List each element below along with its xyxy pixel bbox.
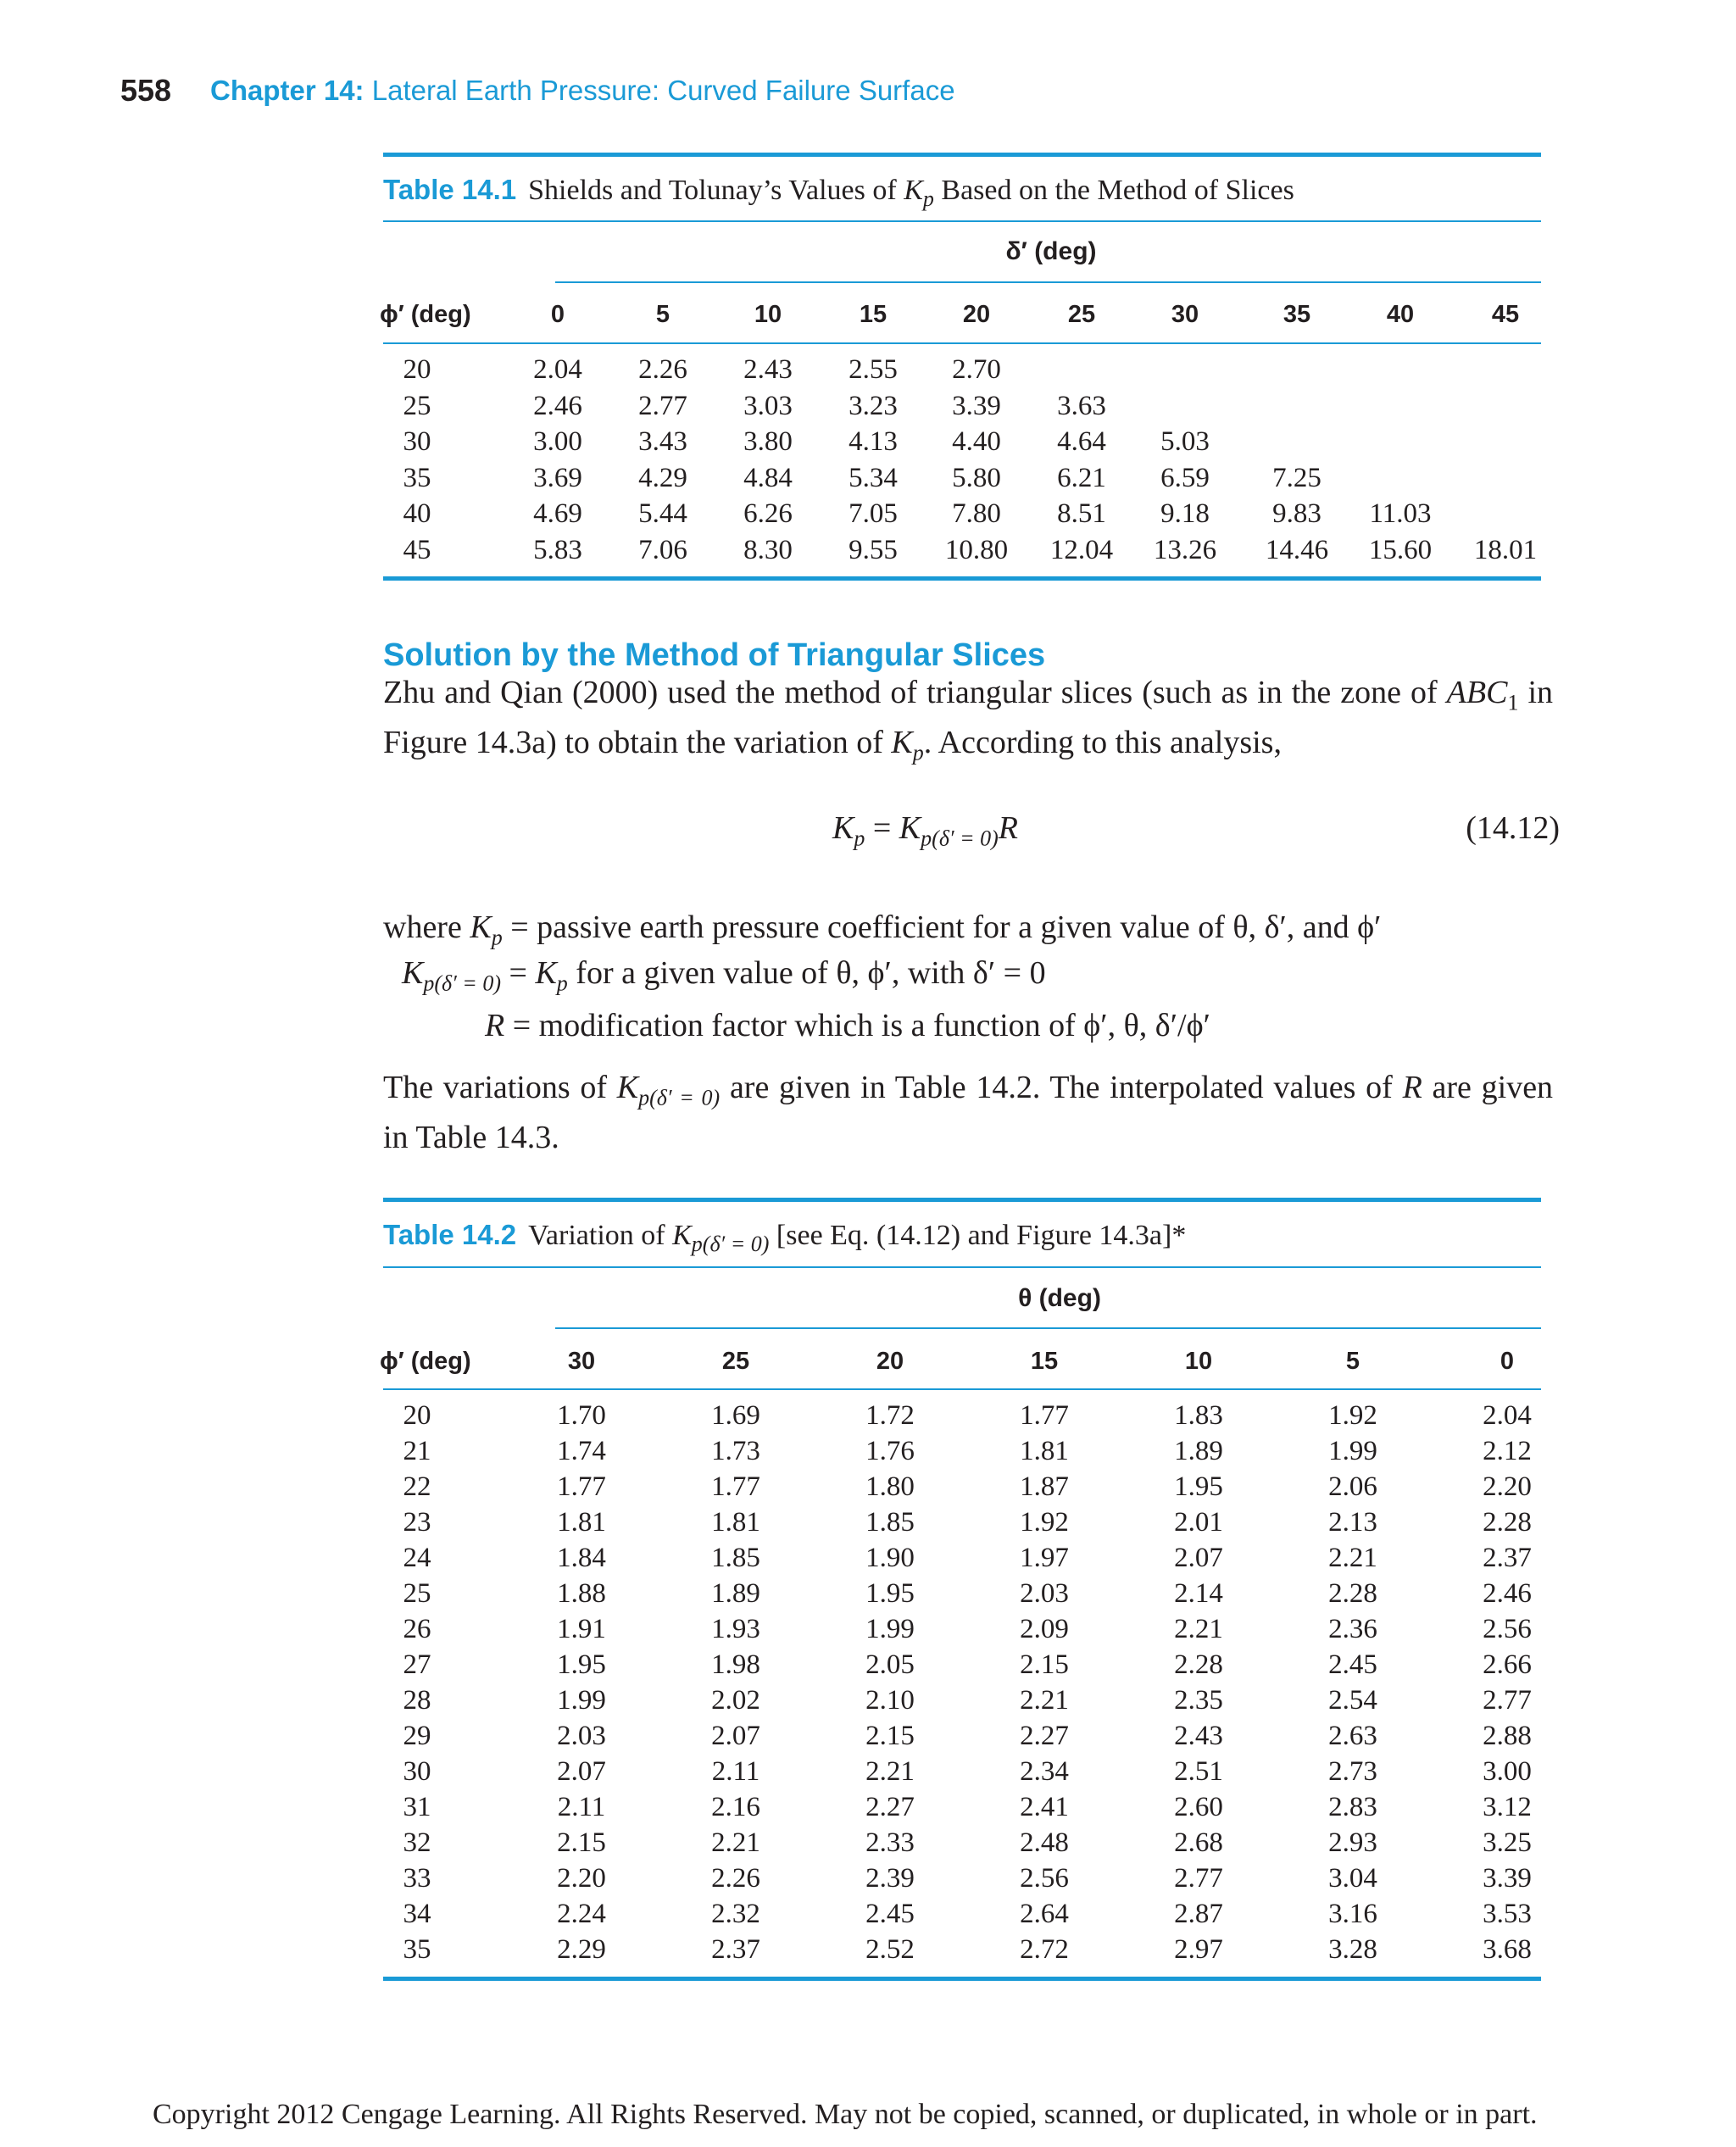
row-header-label: ϕ′ (deg) (380, 1348, 471, 1375)
column-header: 40 (1386, 301, 1415, 328)
table-cell: 1.69 (711, 1400, 760, 1431)
table-cell: 1.99 (865, 1614, 915, 1644)
para2-r: R (1402, 1070, 1422, 1105)
para1-text-b: in Figure 14.3a) to obtain the variation of (383, 675, 1554, 760)
table-cell: 18.01 (1473, 534, 1538, 565)
table-cell: 2.55 (849, 354, 898, 385)
table-cell: 4.69 (533, 498, 582, 529)
table-cell: 7.25 (1272, 462, 1321, 493)
table-cell: 2.46 (533, 390, 582, 421)
table1-caption-sub: p (922, 186, 934, 211)
paragraph-1 (383, 673, 1553, 772)
row-phi-value: 35 (403, 1934, 431, 1965)
eq-equals: = (872, 810, 892, 846)
table-cell: 1.84 (557, 1543, 606, 1573)
table-cell: 1.93 (711, 1614, 760, 1644)
def1-text: = passive earth pressure coefficient for a given value of θ, δ′, and ϕ′ (510, 909, 1382, 945)
table-cell: 2.45 (1328, 1649, 1377, 1680)
table-cell: 2.45 (865, 1899, 915, 1929)
table-cell: 2.29 (557, 1934, 606, 1965)
table2-caption (383, 1219, 1186, 1257)
table-cell: 1.70 (557, 1400, 606, 1431)
para2-text-c: are given in Table 14.3. (383, 1070, 1554, 1155)
def3-text: = modification factor which is a function of ϕ′, θ, δ′/ϕ′ (512, 1008, 1210, 1043)
table-cell: 2.46 (1483, 1578, 1532, 1609)
page-number: 558 (120, 73, 172, 108)
column-header: 45 (1491, 301, 1520, 328)
table-cell: 2.52 (865, 1934, 915, 1965)
table-cell: 3.53 (1483, 1899, 1532, 1929)
table-cell: 14.46 (1265, 534, 1329, 565)
table-cell: 1.89 (711, 1578, 760, 1609)
table-cell: 1.88 (557, 1578, 606, 1609)
table-cell: 1.80 (865, 1471, 915, 1502)
para2-k-sub: p(δ′ = 0) (638, 1085, 721, 1110)
table-cell: 5.34 (849, 462, 898, 493)
def1-sub: p (491, 925, 503, 950)
table-cell: 2.28 (1174, 1649, 1223, 1680)
table-cell: 3.03 (743, 390, 793, 421)
table2-span-header: θ (deg) (1018, 1284, 1101, 1312)
where-word: where (383, 909, 462, 945)
table-cell: 2.09 (1020, 1614, 1069, 1644)
para2-text-b: are given in Table 14.2. The interpolated values of (729, 1070, 1393, 1105)
table-cell: 1.98 (711, 1649, 760, 1680)
def1-symbol: K (470, 909, 492, 945)
table-cell: 1.97 (1020, 1543, 1069, 1573)
table-cell: 3.69 (533, 462, 582, 493)
table-cell: 2.33 (865, 1827, 915, 1858)
para1-abc: ABC (1446, 675, 1508, 710)
table-cell: 2.13 (1328, 1507, 1377, 1538)
table-cell: 10.80 (944, 534, 1009, 565)
table-cell: 1.99 (557, 1685, 606, 1716)
column-header: 35 (1283, 301, 1311, 328)
table2-caption-k: K (672, 1220, 692, 1251)
equation-14-12 (832, 809, 1018, 852)
def2-equals: = (509, 955, 527, 991)
table-cell: 6.59 (1160, 462, 1210, 493)
column-header: 5 (1345, 1348, 1360, 1375)
eq-lhs: K (832, 810, 854, 846)
paragraph-2 (383, 1068, 1553, 1157)
table1-label: Table 14.1 (383, 174, 517, 205)
def2-k: K (535, 955, 557, 991)
table-cell: 2.51 (1174, 1756, 1223, 1787)
table-cell: 2.56 (1020, 1863, 1069, 1894)
table-cell: 1.90 (865, 1543, 915, 1573)
table-cell: 4.40 (952, 426, 1001, 457)
table1-caption-post: Based on the Method of Slices (941, 175, 1294, 206)
table-cell: 5.80 (952, 462, 1001, 493)
row-phi-value: 20 (403, 1400, 431, 1431)
column-header: 30 (567, 1348, 596, 1375)
table-cell: 2.36 (1328, 1614, 1377, 1644)
column-header: 10 (1184, 1348, 1213, 1375)
table-cell: 1.72 (865, 1400, 915, 1431)
table-cell: 2.48 (1020, 1827, 1069, 1858)
table-cell: 2.21 (1174, 1614, 1223, 1644)
table-cell: 4.84 (743, 462, 793, 493)
column-header: 20 (876, 1348, 904, 1375)
table2-caption-rule (383, 1266, 1541, 1268)
table-cell: 1.77 (711, 1471, 760, 1502)
table-cell: 7.05 (849, 498, 898, 529)
table1-caption-rule (383, 220, 1541, 222)
table-cell: 8.51 (1057, 498, 1106, 529)
table1-caption (383, 174, 1294, 212)
table-cell: 6.21 (1057, 462, 1106, 493)
table-cell: 1.92 (1020, 1507, 1069, 1538)
column-header: 20 (962, 301, 991, 328)
row-phi-value: 33 (403, 1863, 431, 1894)
table-cell: 1.91 (557, 1614, 606, 1644)
table-cell: 2.11 (711, 1756, 760, 1787)
table-cell: 2.20 (557, 1863, 606, 1894)
table-cell: 2.12 (1483, 1436, 1532, 1466)
table-cell: 2.87 (1174, 1899, 1223, 1929)
row-phi-value: 28 (403, 1685, 431, 1716)
table-cell: 2.37 (1483, 1543, 1532, 1573)
table-cell: 7.80 (952, 498, 1001, 529)
table-cell: 3.43 (638, 426, 687, 457)
eq-lhs-sub: p (854, 826, 865, 851)
table-cell: 1.85 (865, 1507, 915, 1538)
table-cell: 3.39 (952, 390, 1001, 421)
table-cell: 2.77 (1174, 1863, 1223, 1894)
row-phi-value: 29 (403, 1721, 431, 1751)
column-header: 0 (1500, 1348, 1515, 1375)
table-cell: 1.99 (1328, 1436, 1377, 1466)
row-phi-value: 34 (403, 1899, 431, 1929)
table-cell: 2.37 (711, 1934, 760, 1965)
table-cell: 2.28 (1328, 1578, 1377, 1609)
table-cell: 1.76 (865, 1436, 915, 1466)
copyright-notice: Copyright 2012 Cengage Learning. All Rights Reserved. May not be copied, scanned, or duplicated, in whole or in part. (153, 2099, 1538, 2130)
table-cell: 5.83 (533, 534, 582, 565)
section-title: Solution by the Method of Triangular Slices (383, 637, 1046, 673)
row-phi-value: 21 (403, 1436, 431, 1466)
table-cell: 2.14 (1174, 1578, 1223, 1609)
table-cell: 2.21 (865, 1756, 915, 1787)
para2-k: K (616, 1070, 639, 1105)
table-cell: 15.60 (1368, 534, 1433, 565)
table-cell: 3.39 (1483, 1863, 1532, 1894)
def2-symbol: K (402, 955, 424, 991)
def2-k-sub: p (556, 971, 568, 996)
row-phi-value: 24 (403, 1543, 431, 1573)
def3-symbol: R (485, 1008, 505, 1043)
table-cell: 2.43 (743, 354, 793, 385)
table-cell: 1.77 (1020, 1400, 1069, 1431)
column-header: 25 (721, 1348, 750, 1375)
table-cell: 2.32 (711, 1899, 760, 1929)
para1-k-sub: p (912, 740, 924, 765)
table-cell: 2.01 (1174, 1507, 1223, 1538)
table-cell: 3.23 (849, 390, 898, 421)
row-phi-value: 20 (403, 354, 431, 385)
table-cell: 6.26 (743, 498, 793, 529)
table-cell: 2.03 (557, 1721, 606, 1751)
row-phi-value: 25 (403, 1578, 431, 1609)
table-cell: 2.34 (1020, 1756, 1069, 1787)
table-cell: 2.70 (952, 354, 1001, 385)
table-cell: 3.12 (1483, 1792, 1532, 1822)
table2-header-rule (383, 1388, 1541, 1390)
table-cell: 2.97 (1174, 1934, 1223, 1965)
para2-text-a: The variations of (383, 1070, 608, 1105)
table2-caption-sub: p(δ′ = 0) (691, 1231, 770, 1256)
table-cell: 2.04 (1483, 1400, 1532, 1431)
table2-caption-post: [see Eq. (14.12) and Figure 14.3a]* (776, 1220, 1187, 1251)
table-cell: 2.07 (557, 1756, 606, 1787)
table2-top-rule (383, 1198, 1541, 1202)
table2-caption-text: Variation of (528, 1220, 665, 1251)
table-cell: 2.54 (1328, 1685, 1377, 1716)
table1-caption-text: Shields and Tolunay’s Values of (528, 175, 897, 206)
table-cell: 9.55 (849, 534, 898, 565)
table-cell: 2.26 (638, 354, 687, 385)
table-cell: 1.77 (557, 1471, 606, 1502)
table-cell: 2.05 (865, 1649, 915, 1680)
table-cell: 2.26 (711, 1863, 760, 1894)
table-cell: 1.83 (1174, 1400, 1223, 1431)
table-cell: 2.27 (865, 1792, 915, 1822)
chapter-title: Lateral Earth Pressure: Curved Failure Surface (371, 75, 955, 106)
table-cell: 2.63 (1328, 1721, 1377, 1751)
table-cell: 3.63 (1057, 390, 1106, 421)
table-cell: 2.28 (1483, 1507, 1532, 1538)
row-phi-value: 30 (403, 426, 431, 457)
table-cell: 3.04 (1328, 1863, 1377, 1894)
table-cell: 3.16 (1328, 1899, 1377, 1929)
table-cell: 2.56 (1483, 1614, 1532, 1644)
chapter-heading (210, 75, 955, 107)
table-cell: 2.64 (1020, 1899, 1069, 1929)
table-cell: 2.93 (1328, 1827, 1377, 1858)
def2-text: for a given value of θ, ϕ′, with δ′ = 0 (576, 955, 1046, 991)
table-cell: 4.64 (1057, 426, 1106, 457)
row-phi-value: 22 (403, 1471, 431, 1502)
table-cell: 5.03 (1160, 426, 1210, 457)
table1-span-rule (555, 281, 1541, 283)
table-cell: 2.41 (1020, 1792, 1069, 1822)
table2-bottom-rule (383, 1977, 1541, 1981)
table-cell: 3.00 (1483, 1756, 1532, 1787)
row-phi-value: 45 (403, 534, 431, 565)
table-cell: 1.95 (557, 1649, 606, 1680)
table-cell: 2.35 (1174, 1685, 1223, 1716)
table-cell: 4.13 (849, 426, 898, 457)
definition-kp (383, 909, 1381, 951)
table-cell: 2.02 (711, 1685, 760, 1716)
table-cell: 2.07 (711, 1721, 760, 1751)
table-cell: 2.43 (1174, 1721, 1223, 1751)
table-cell: 2.27 (1020, 1721, 1069, 1751)
row-phi-value: 26 (403, 1614, 431, 1644)
table2-label: Table 14.2 (383, 1219, 517, 1250)
para1-text-c: . According to this analysis, (923, 724, 1282, 760)
table-cell: 1.95 (865, 1578, 915, 1609)
table-cell: 2.24 (557, 1899, 606, 1929)
table-cell: 2.15 (1020, 1649, 1069, 1680)
table-cell: 3.68 (1483, 1934, 1532, 1965)
table-cell: 2.60 (1174, 1792, 1223, 1822)
equation-number: (14.12) (1466, 810, 1560, 846)
table-cell: 1.89 (1174, 1436, 1223, 1466)
column-header: 10 (754, 301, 782, 328)
para1-text-a: Zhu and Qian (2000) used the method of triangular slices (such as in the zone of (383, 675, 1438, 710)
table-cell: 13.26 (1153, 534, 1217, 565)
table-cell: 1.81 (557, 1507, 606, 1538)
table-cell: 2.20 (1483, 1471, 1532, 1502)
table-cell: 2.06 (1328, 1471, 1377, 1502)
table-cell: 2.21 (711, 1827, 760, 1858)
table1-top-rule (383, 153, 1541, 157)
table-cell: 2.68 (1174, 1827, 1223, 1858)
table-cell: 3.28 (1328, 1934, 1377, 1965)
definition-r (485, 1007, 1210, 1044)
table-cell: 4.29 (638, 462, 687, 493)
column-header: 15 (859, 301, 887, 328)
column-header: 30 (1171, 301, 1199, 328)
row-phi-value: 32 (403, 1827, 431, 1858)
table-cell: 3.00 (533, 426, 582, 457)
table-cell: 2.83 (1328, 1792, 1377, 1822)
column-header: 15 (1030, 1348, 1059, 1375)
table1-bottom-rule (383, 576, 1541, 581)
table-cell: 1.87 (1020, 1471, 1069, 1502)
table-cell: 2.15 (557, 1827, 606, 1858)
table-cell: 2.11 (557, 1792, 606, 1822)
table-cell: 2.21 (1328, 1543, 1377, 1573)
table-cell: 2.04 (533, 354, 582, 385)
table2-span-rule (555, 1327, 1541, 1329)
table1-span-header: δ′ (deg) (1005, 237, 1097, 265)
table1-header-rule (383, 342, 1541, 344)
para1-k: K (891, 724, 913, 760)
eq-r: R (998, 810, 1019, 846)
row-phi-value: 27 (403, 1649, 431, 1680)
column-header: 25 (1067, 301, 1096, 328)
table-cell: 1.81 (1020, 1436, 1069, 1466)
row-phi-value: 35 (403, 462, 431, 493)
table-cell: 2.16 (711, 1792, 760, 1822)
table-cell: 1.95 (1174, 1471, 1223, 1502)
table-cell: 2.72 (1020, 1934, 1069, 1965)
definition-kp0 (402, 954, 1046, 997)
table1-caption-k: K (904, 175, 923, 206)
table-cell: 9.18 (1160, 498, 1210, 529)
row-phi-value: 30 (403, 1756, 431, 1787)
table-cell: 1.73 (711, 1436, 760, 1466)
row-phi-value: 31 (403, 1792, 431, 1822)
table-cell: 2.03 (1020, 1578, 1069, 1609)
table-cell: 1.92 (1328, 1400, 1377, 1431)
row-phi-value: 25 (403, 390, 431, 421)
table-cell: 2.39 (865, 1863, 915, 1894)
table-cell: 11.03 (1369, 498, 1432, 529)
table-cell: 2.73 (1328, 1756, 1377, 1787)
eq-rhs-sub: p(δ′ = 0) (921, 826, 999, 851)
table-cell: 1.74 (557, 1436, 606, 1466)
eq-rhs: K (899, 810, 921, 846)
table-cell: 2.21 (1020, 1685, 1069, 1716)
table-cell: 8.30 (743, 534, 793, 565)
chapter-label: Chapter 14: (210, 75, 364, 106)
table-cell: 2.88 (1483, 1721, 1532, 1751)
table-cell: 2.07 (1174, 1543, 1223, 1573)
def2-sub: p(δ′ = 0) (423, 971, 501, 996)
table-cell: 2.15 (865, 1721, 915, 1751)
table-cell: 5.44 (638, 498, 687, 529)
para1-abc-sub: 1 (1507, 690, 1519, 715)
table-cell: 2.10 (865, 1685, 915, 1716)
row-header-label: ϕ′ (deg) (380, 301, 471, 328)
table-cell: 7.06 (638, 534, 687, 565)
row-phi-value: 23 (403, 1507, 431, 1538)
table-cell: 9.83 (1272, 498, 1321, 529)
table-cell: 2.77 (1483, 1685, 1532, 1716)
column-header: 5 (655, 301, 670, 328)
table-cell: 1.81 (711, 1507, 760, 1538)
table-cell: 2.66 (1483, 1649, 1532, 1680)
table-cell: 12.04 (1049, 534, 1114, 565)
table-cell: 2.77 (638, 390, 687, 421)
column-header: 0 (550, 301, 565, 328)
row-phi-value: 40 (403, 498, 431, 529)
table-cell: 3.25 (1483, 1827, 1532, 1858)
table-cell: 3.80 (743, 426, 793, 457)
table-cell: 1.85 (711, 1543, 760, 1573)
